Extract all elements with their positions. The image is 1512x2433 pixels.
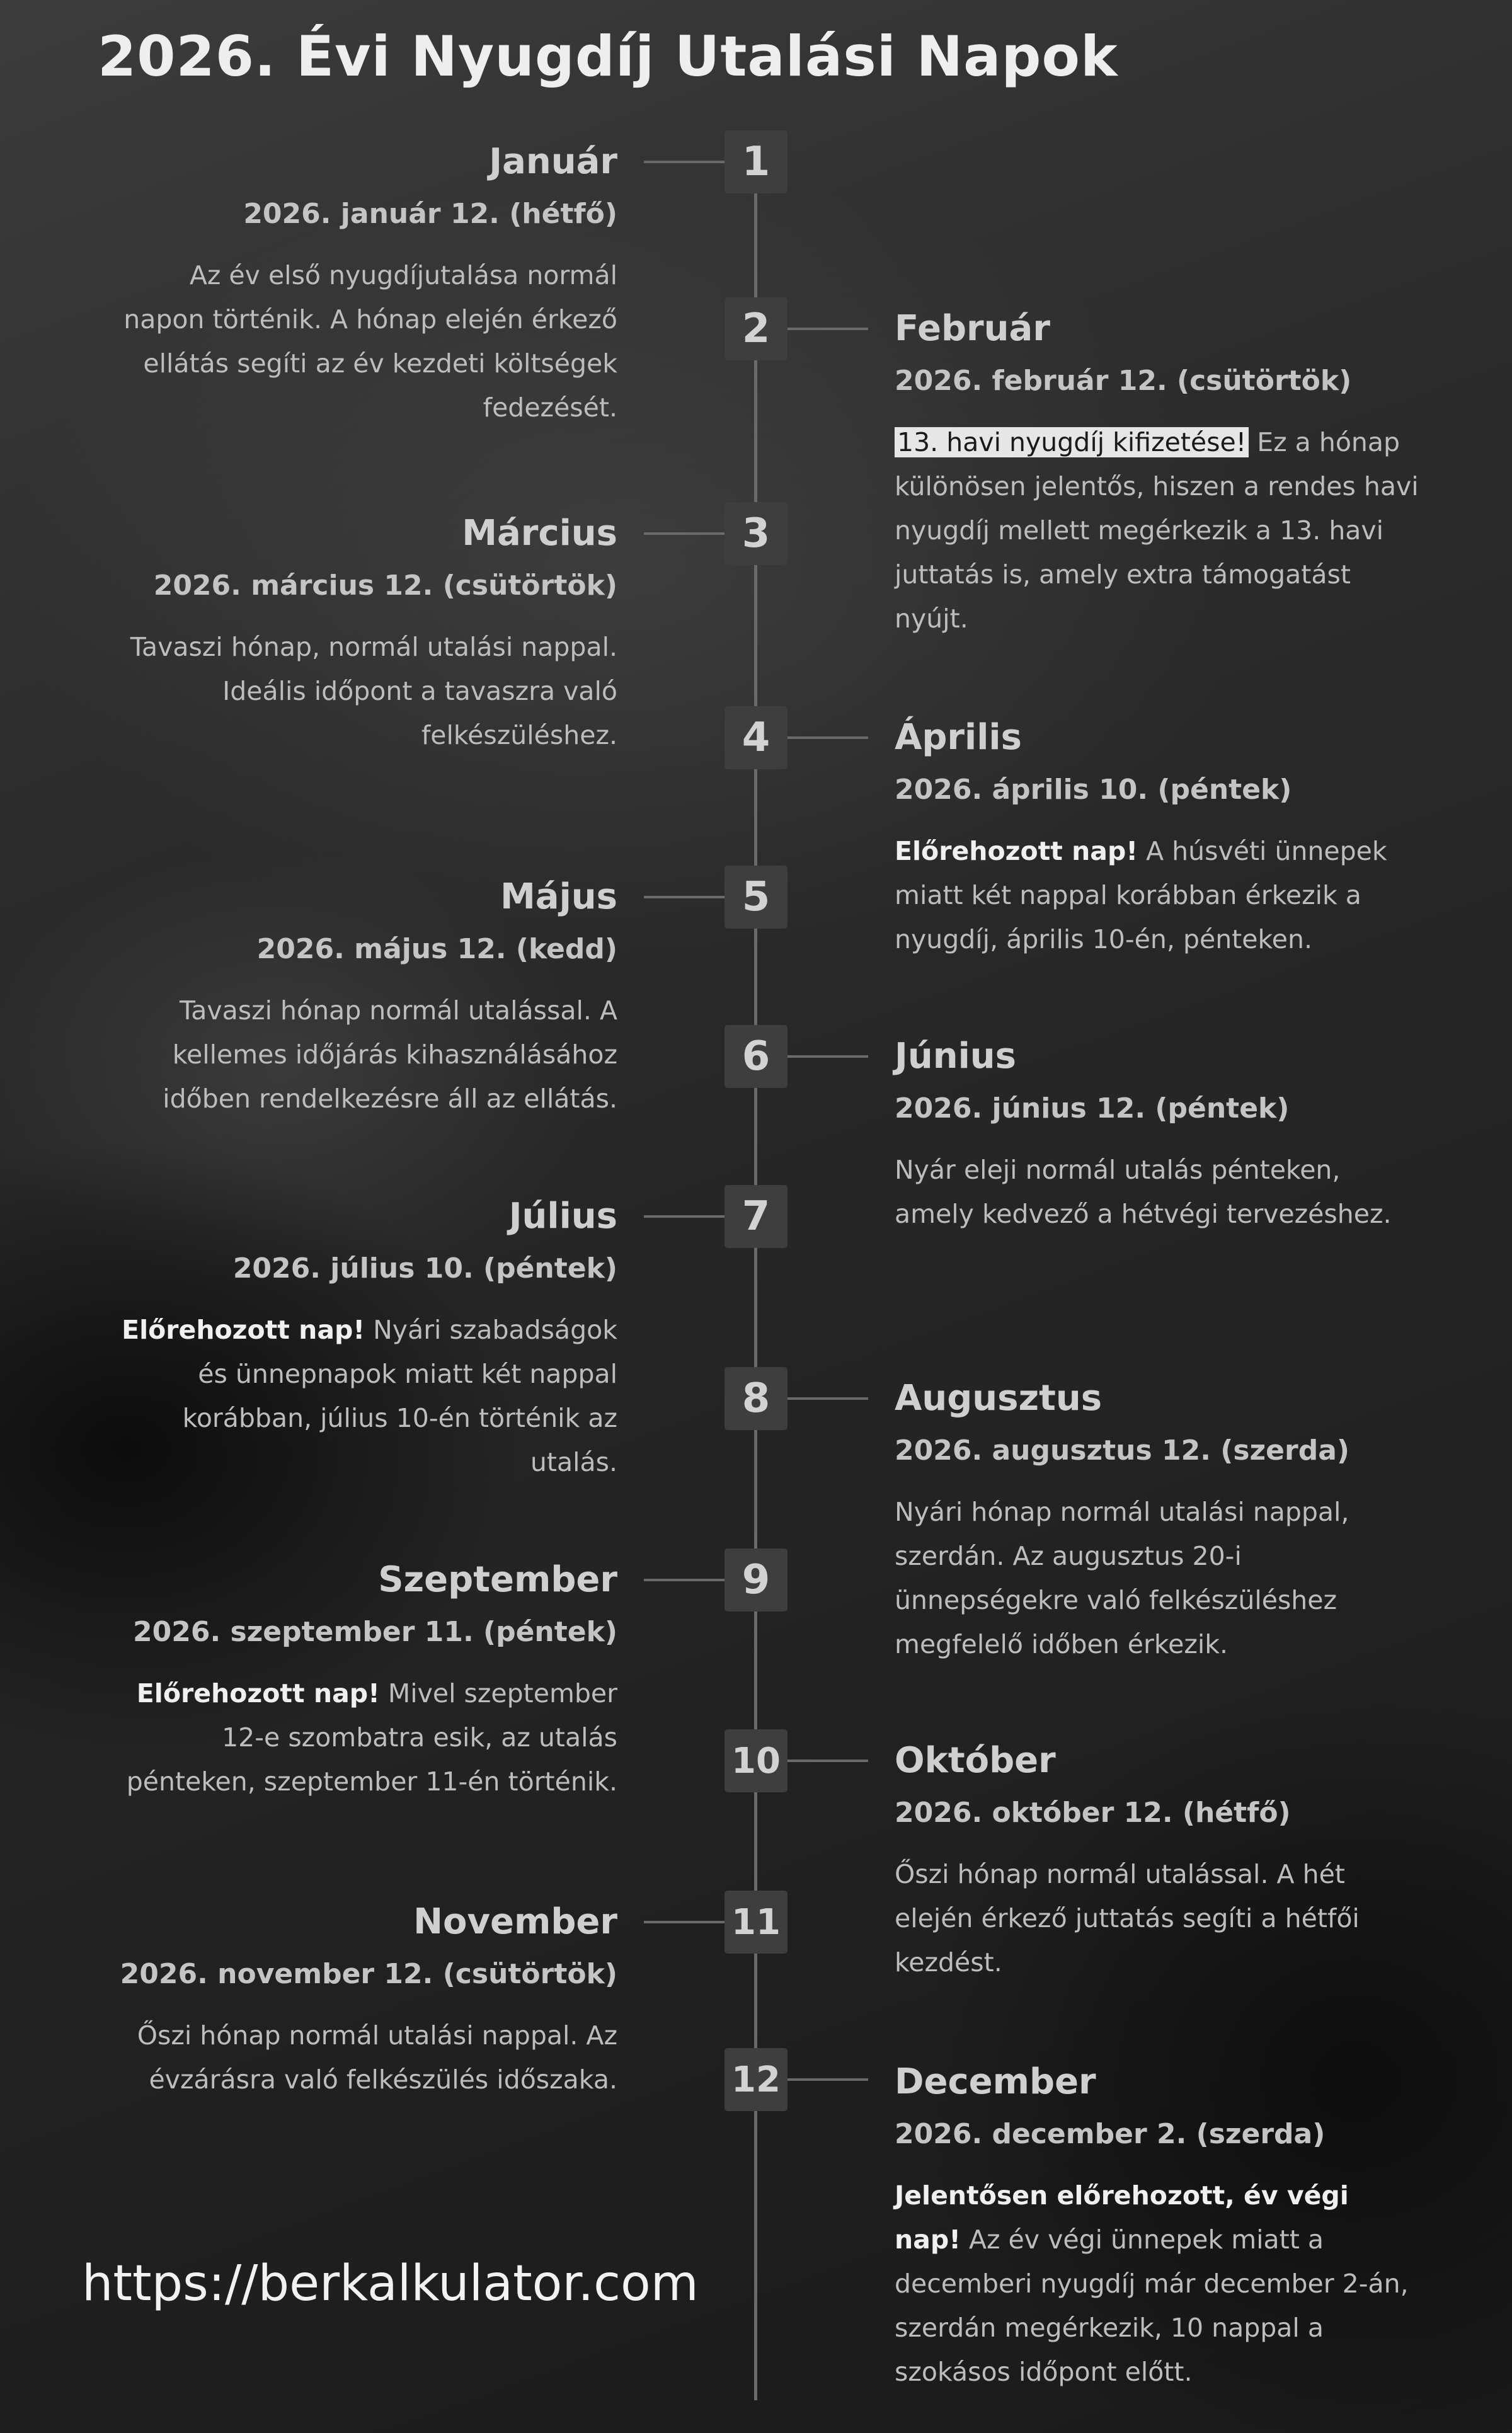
- website-url: https://berkalkulator.com: [82, 2255, 699, 2312]
- payment-date: 2026. február 12. (csütörtök): [895, 365, 1352, 397]
- timeline-connector: [788, 1055, 868, 1058]
- month-description: [895, 1148, 1411, 1236]
- timeline-entry-julius: [101, 1194, 617, 1484]
- timeline-entry-november: [101, 1900, 617, 2102]
- description-text: Nyár eleji normál utalás pénteken, amely kedvező a hétvégi tervezéshez.: [895, 1155, 1392, 1229]
- description-text: Nyári hónap normál utalási nappal, szerdán. Az augusztus 20-i ünnepségekre való felkészüléshez megfelelő időben érkezik.: [895, 1497, 1349, 1659]
- early-payment-label: Jelentősen előrehozott, év végi nap!: [895, 2180, 1349, 2255]
- description-text: Őszi hónap normál utalással. A hét elején érkező juttatás segíti a hétfői kezdést.: [895, 1859, 1360, 1978]
- month-description: [895, 1852, 1411, 1984]
- timeline-connector: [788, 736, 868, 739]
- month-title: Január: [489, 141, 617, 182]
- timeline-entry-februar: [895, 307, 1424, 641]
- timeline-entry-junius: [895, 1034, 1411, 1236]
- timeline-connector: [644, 896, 724, 898]
- description-text: Nyári szabadságok és ünnepnapok miatt két nappal korábban, július 10-én történik az utalás.: [182, 1315, 617, 1477]
- timeline-entry-aprilis: [895, 716, 1411, 961]
- month-description: [101, 1308, 617, 1484]
- timeline-connector: [788, 328, 868, 330]
- payment-date: 2026. december 2. (szerda): [895, 2118, 1326, 2150]
- month-number-marker: 11: [724, 1891, 788, 1954]
- payment-date: 2026. október 12. (hétfő): [895, 1797, 1291, 1829]
- timeline-connector: [644, 1215, 724, 1218]
- month-number-marker: 2: [724, 297, 788, 360]
- month-number-marker: 4: [724, 706, 788, 769]
- month-number-marker: 9: [724, 1549, 788, 1612]
- month-description: [895, 420, 1424, 641]
- month-title: Május: [500, 876, 617, 917]
- month-title: Április: [895, 717, 1022, 758]
- month-description: [101, 988, 617, 1121]
- timeline-entry-oktober: [895, 1739, 1411, 1984]
- payment-date: 2026. július 10. (péntek): [232, 1252, 617, 1285]
- month-description: [895, 1490, 1411, 1666]
- month-number-marker: 8: [724, 1367, 788, 1430]
- month-title: December: [895, 2061, 1096, 2102]
- early-payment-label: Előrehozott nap!: [122, 1315, 365, 1345]
- month-description: [895, 2173, 1411, 2394]
- timeline-connector: [788, 1397, 868, 1400]
- description-text: Mivel szeptember 12-e szombatra esik, az utalás pénteken, szeptember 11-én történik.: [126, 1678, 617, 1797]
- month-number-marker: 5: [724, 866, 788, 929]
- month-description: [895, 829, 1411, 961]
- month-description: [101, 2013, 617, 2102]
- description-text: Őszi hónap normál utalási nappal. Az évzárásra való felkészülés időszaka.: [137, 2020, 617, 2095]
- payment-date: 2026. június 12. (péntek): [895, 1092, 1290, 1125]
- payment-date: 2026. január 12. (hétfő): [243, 198, 617, 230]
- month-title: Július: [508, 1196, 617, 1237]
- early-payment-label: Előrehozott nap!: [136, 1678, 380, 1709]
- early-payment-label: Előrehozott nap!: [895, 836, 1138, 866]
- description-text: Tavaszi hónap normál utalással. A kellemes időjárás kihasználásához időben rendelkezésre áll az ellátás.: [163, 995, 617, 1114]
- highlight-label: 13. havi nyugdíj kifizetése!: [895, 427, 1249, 457]
- description-text: Tavaszi hónap, normál utalási nappal. Ideális időpont a tavaszra való felkészüléshez.: [130, 632, 617, 750]
- page-title: 2026. Évi Nyugdíj Utalási Napok: [98, 24, 1118, 89]
- payment-date: 2026. november 12. (csütörtök): [120, 1958, 617, 1990]
- timeline-entry-december: [895, 2060, 1411, 2394]
- timeline-connector: [644, 1921, 724, 1923]
- timeline-connector: [644, 532, 724, 535]
- payment-date: 2026. március 12. (csütörtök): [153, 570, 617, 602]
- timeline-entry-augusztus: [895, 1377, 1411, 1666]
- payment-date: 2026. augusztus 12. (szerda): [895, 1434, 1350, 1467]
- month-title: Február: [895, 308, 1050, 349]
- month-title: Szeptember: [378, 1559, 617, 1600]
- month-title: Augusztus: [895, 1378, 1102, 1419]
- payment-date: 2026. május 12. (kedd): [256, 933, 617, 965]
- month-description: [101, 625, 617, 757]
- month-title: Június: [895, 1036, 1016, 1077]
- timeline-connector: [644, 1579, 724, 1581]
- description-text: Az év első nyugdíjutalása normál napon történik. A hónap elején érkező ellátás segíti az év kezdeti költségek fedezését.: [123, 260, 617, 423]
- month-number-marker: 3: [724, 502, 788, 565]
- description-text: Ez a hónap különösen jelentős, hiszen a rendes havi nyugdíj mellett megérkezik a 13. havi juttatás is, amely extra támogatást nyújt.: [895, 427, 1419, 634]
- month-description: [101, 253, 617, 430]
- month-number-marker: 7: [724, 1185, 788, 1248]
- timeline-entry-marcius: [101, 512, 617, 757]
- month-number-marker: 10: [724, 1729, 788, 1792]
- month-description: [101, 1671, 617, 1804]
- timeline-entry-majus: [101, 875, 617, 1121]
- timeline-connector: [788, 1760, 868, 1762]
- month-number-marker: 12: [724, 2048, 788, 2111]
- timeline-entry-szeptember: [101, 1558, 617, 1804]
- description-text: Az év végi ünnepek miatt a decemberi nyugdíj már december 2-án, szerdán megérkezik, 10 nappal a szokásos időpont előtt.: [895, 2224, 1409, 2387]
- month-title: Március: [462, 513, 617, 554]
- payment-date: 2026. április 10. (péntek): [895, 774, 1292, 806]
- payment-date: 2026. szeptember 11. (péntek): [133, 1616, 617, 1648]
- month-title: Október: [895, 1740, 1056, 1781]
- timeline-connector: [788, 2078, 868, 2081]
- timeline-connector: [644, 161, 724, 163]
- month-number-marker: 1: [724, 130, 788, 193]
- timeline-entry-januar: [101, 140, 617, 430]
- month-number-marker: 6: [724, 1025, 788, 1088]
- description-text: A húsvéti ünnepek miatt két nappal korábban érkezik a nyugdíj, április 10-én, pénteken.: [895, 836, 1387, 954]
- month-title: November: [413, 1901, 617, 1942]
